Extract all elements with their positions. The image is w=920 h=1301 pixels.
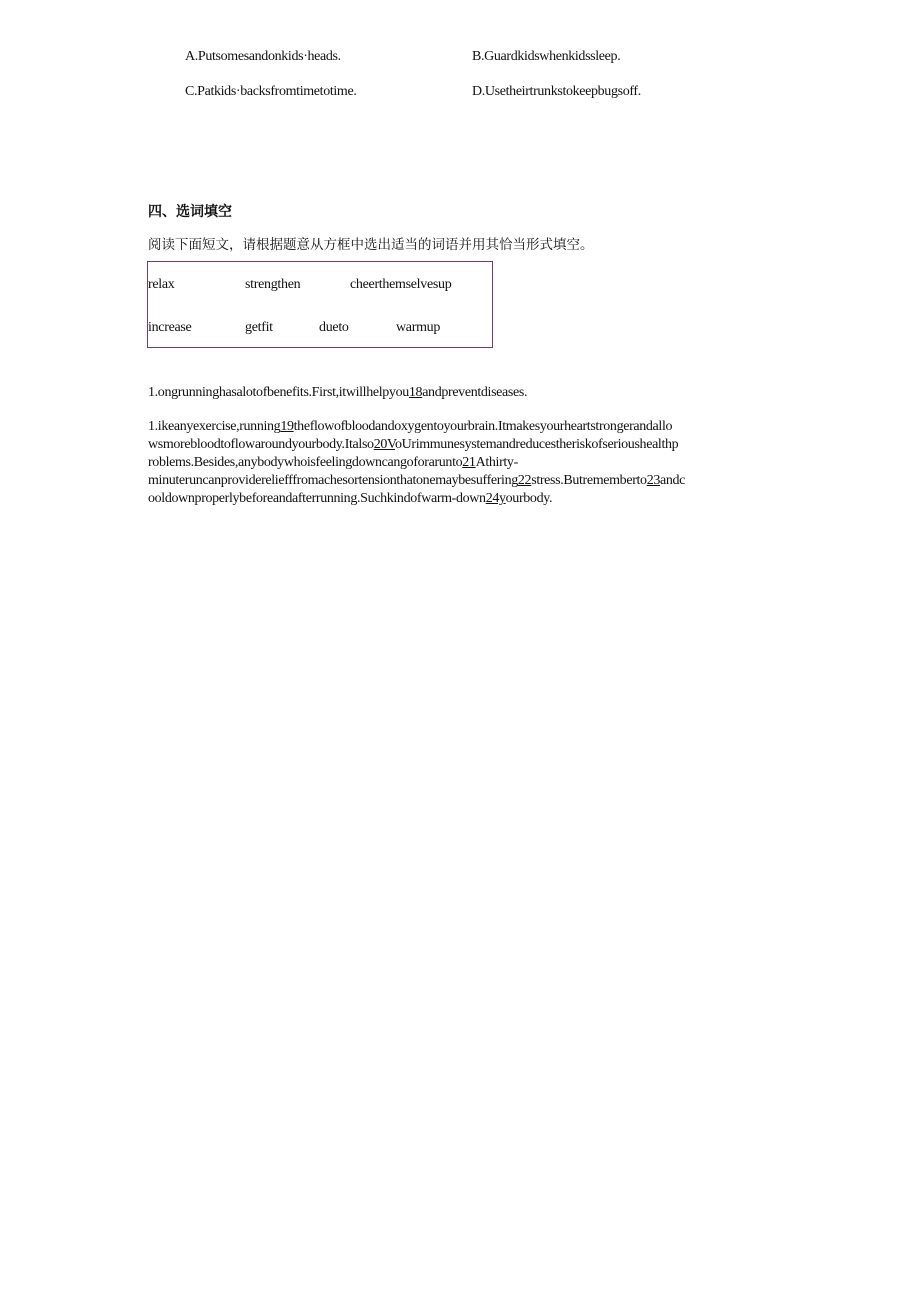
word: increase xyxy=(148,320,192,335)
text: stress.Butrememberto xyxy=(531,473,647,488)
paragraph-2-line xyxy=(148,437,678,453)
blank-20: 20V xyxy=(373,437,395,452)
blank-24: 24y xyxy=(485,491,506,506)
text: theflowofbloodandoxygentoyourbrain.Itmakesyourheartstrongerandallo xyxy=(293,419,673,434)
word: strengthen xyxy=(245,277,301,292)
word: dueto xyxy=(319,320,349,335)
text: wsmorebloodtoflowaroundyourbody.Italso xyxy=(148,437,374,452)
paragraph-2-line xyxy=(148,473,685,489)
text: Athirty- xyxy=(475,455,518,470)
paragraph-1 xyxy=(148,385,527,401)
word: relax xyxy=(148,277,175,292)
text: 1.ongrunninghasalotofbenefits.First,itwillhelpyou xyxy=(148,385,409,400)
paragraph-2-line xyxy=(148,491,552,507)
blank-19: 19 xyxy=(280,419,294,434)
paragraph-2-line xyxy=(148,455,518,471)
blank-18: 18 xyxy=(408,385,423,400)
word: getfit xyxy=(245,320,273,335)
option-a: A.Putsomesandonkids·heads. xyxy=(185,49,341,64)
paragraph-2-line xyxy=(148,419,672,435)
word-box xyxy=(147,261,493,348)
word: cheerthemselvesup xyxy=(350,277,452,292)
option-b: B.Guardkidswhenkidssleep. xyxy=(472,49,621,64)
word: warmup xyxy=(396,320,441,335)
section-heading: 四、选词填空 xyxy=(148,204,232,220)
blank-23: 23 xyxy=(646,473,661,488)
text: andc xyxy=(660,473,686,488)
text: oUrimmunesystemandreducestheriskofserioushealthp xyxy=(394,437,679,452)
text: 1.ikeanyexercise,running xyxy=(148,419,281,434)
blank-22: 22 xyxy=(517,473,532,488)
text: ourbody. xyxy=(505,491,553,506)
option-d: D.Usetheirtrunkstokeepbugsoff. xyxy=(472,84,641,99)
text: roblems.Besides,anybodywhoisfeelingdowncangoforarunto xyxy=(148,455,463,470)
text: minuteruncanprovidereliefffromachesortensionthatonemaybesuffering xyxy=(148,473,518,488)
blank-21: 21 xyxy=(462,455,476,470)
option-c: C.Patkids·backsfromtimetotime. xyxy=(185,84,357,99)
text: ooldownproperlybeforeandafterrunning.Suchkindofwarm-down xyxy=(148,491,486,506)
text: andpreventdiseases. xyxy=(422,385,528,400)
section-instruction: 阅读下面短文，请根据题意从方框中选出适当的词语并用其恰当形式填空。 xyxy=(148,237,594,253)
